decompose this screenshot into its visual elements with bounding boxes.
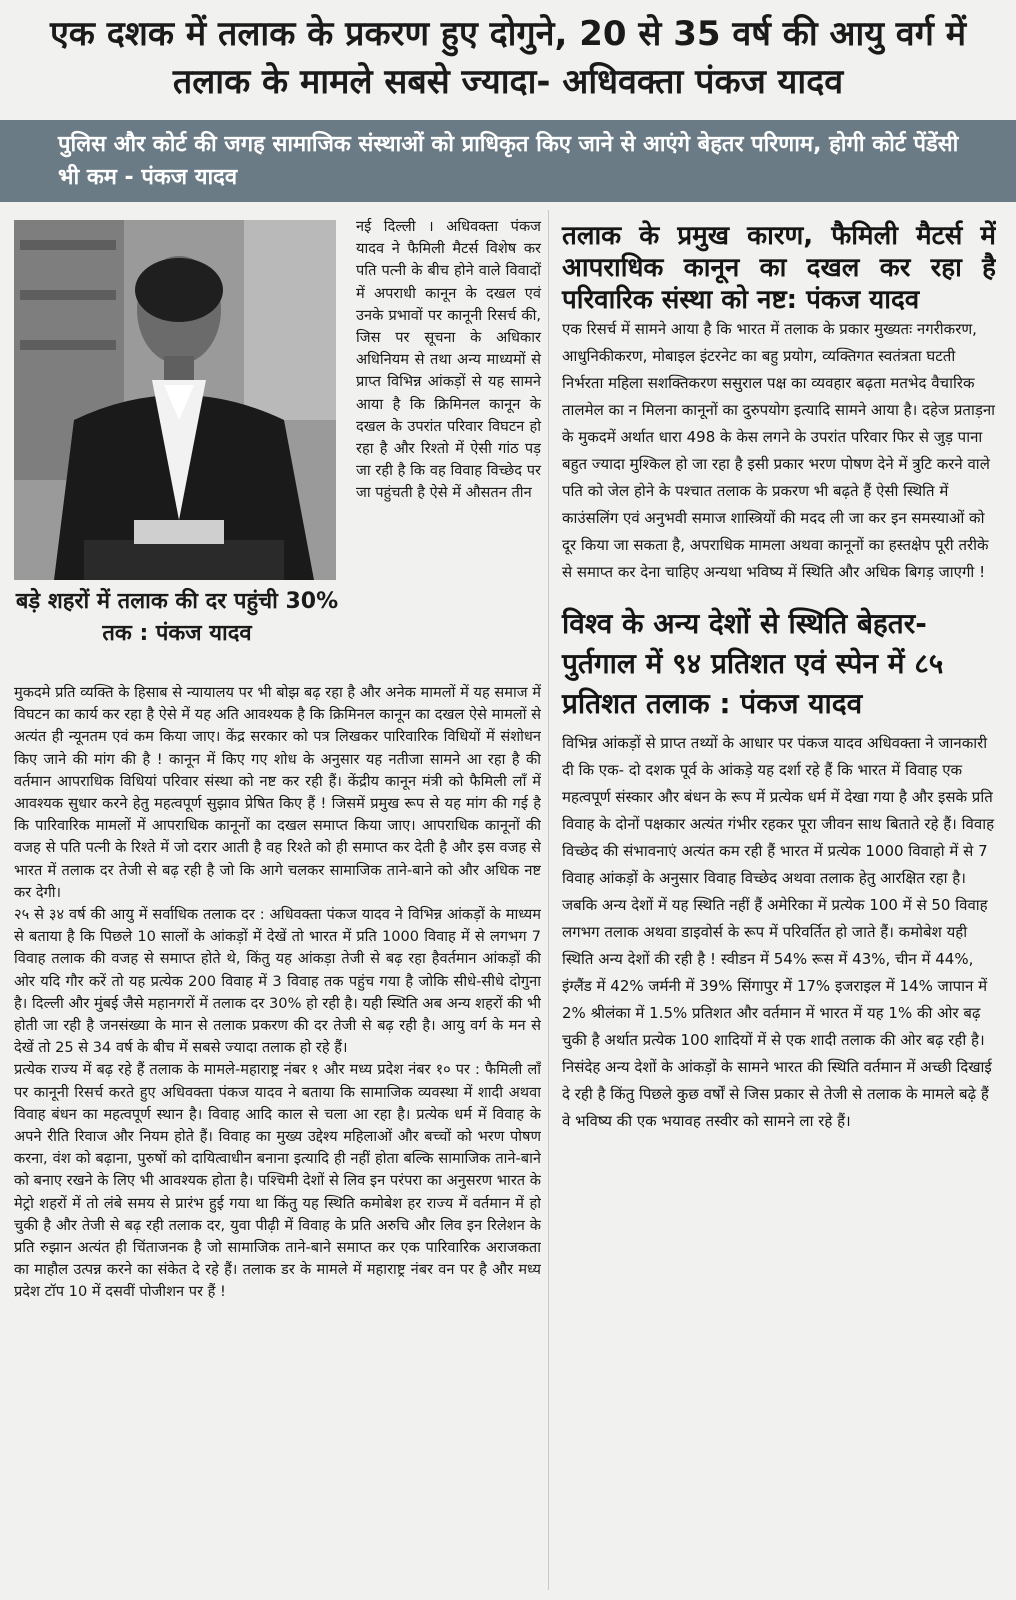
section-heading-world: विश्व के अन्य देशों से स्थिति बेहतर- पुर्तगाल में ९४ प्रतिशत एवं स्पेन में ८५ प्रतिशत तलाक : पंकज यादव <box>562 607 944 720</box>
intro-paragraph: नई दिल्ली । अधिवक्ता पंकज यादव ने फैमिली मैटर्स विशेष कर पति पत्नी के बीच होने वाले विवादों में अपराधी कानून के दखल एवं उनके प्रभावों पर कानूनी रिसर्च की, जिस पर सूचना के अधिकार अधिनियम से तथा अन्य माध्यमों से प्राप्त विभिन्न आंकड़ों से यह सामने आया है कि क्रिमिनल कानून के दखल के उपरांत परिवार विघटन हो रहा है और रिश्तो में ऐसी गांठ पड़ जा रही है कि वह विवाह विच्छेद पर जा पहुंचती है ऐसे में औसतन तीन <box>356 218 541 502</box>
body-paragraph-1: मुकदमे प्रति व्यक्ति के हिसाब से न्यायालय पर भी बोझ बढ़ रहा है और अनेक मामलों में यह समाज में विघटन का कार्य कर रहा है ऐसे में यह अति आवश्यक है कि क्रिमिनल कानून का दखल ऐसे मामलों से अत्यंत ही न्यूनतम एवं कम किया जाए। केंद्र सरकार को पत्र लिखकर पारिवारिक विधियों में संशोधन किए जाने की मांग की है ! कानून में किए गए शोध के अनुसार यह नतीजा सामने आ रहा है की वर्तमान आपराधिक विधियां परिवार संस्था को नष्ट कर रही हैं। केंद्रीय कानून मंत्री को फैमिली लॉं में आवश्यक सुधार करने हेतु महत्वपूर्ण सुझाव प्रेषित किए हैं ! जिसमें प्रमुख रूप से यह मांग की गई है कि पारिवारिक मामलों में आपराधिक कानूनों का दखल समाप्त किया जाए। आपराधिक कानूनों की वजह से पति पत्नी के रिश्ते में जो दरार आती है वह रिश्ते को ही समाप्त कर देती है और इस वजह से भारत में तलाक दर तेजी से बढ़ रही है जो कि आगे चलकर सामाजिक ताने-बाने को और अधिक नष्ट कर देगी। <box>14 684 541 901</box>
portrait-illustration <box>14 220 336 580</box>
section-heading-causes: तलाक के प्रमुख कारण, फैमिली मैटर्स में आपराधिक कानून का दखल कर रहा है परिवारिक संस्था को नष्ट: पंकज यादव <box>562 221 996 315</box>
section-text-world: विभिन्न आंकड़ों से प्राप्त तथ्यों के आधार पर पंकज यादव अधिवक्ता ने जानकारी दी कि एक- दो दशक पूर्व के आंकड़े यह दर्शा रहे हैं कि भारत में विवाह एक महत्वपूर्ण संस्कार और बंधन के रूप में प्रत्येक धर्म में देखा गया है और इसके प्रति विवाह के दोनों पक्षकार अत्यंत गंभीर रहकर पूरा जीवन साथ बिताते रहे हैं। विवाह विच्छेद की संभावनाएं अत्यंत कम रही हैं भारत में प्रत्येक 1000 विवाहो में से 7 विवाह आंकड़ों के अनुसार विवाह विच्छेद अथवा तलाक हेतु आरक्षित रहा है। जबकि अन्य देशों में यह स्थिति नहीं हैं अमेरिका में प्रत्येक 100 में से 50 विवाह लगभग तलाक अथवा डाइवोर्स के रूप में परिवर्तित हो जाते हैं। कमोबेश यही स्थिति अन्य देशों की रही है ! स्वीडन में 54% रूस में 43%, चीन में 44%, इंग्लैंड में 42% जर्मनी में 39% सिंगापुर में 17% इजराइल में 14% जापान में 2% श्रीलंका में 1.5% प्रतिशत और वर्तमान में भारत में यह 1% की ओर बढ़ चुकी है अर्थात प्रत्येक 100 शादियों में से एक शादी तलाक की ओर बढ़ रही है। निसंदेह अन्य देशों के आंकड़ों के सामने भारत की स्थिति वर्तमान में अच्छी दिखाई दे रही है किंतु पिछले कुछ वर्षों से जिस प्रकार से तेजी से तलाक के मामले बढ़े हैं वे भविष्य की एक भयावह तस्वीर को सामने ला रहे हैं। <box>562 734 995 1130</box>
section-text-causes: एक रिसर्च में सामने आया है कि भारत में तलाक के प्रकार मुख्यतः नगरीकरण, आधुनिकीकरण, मोबाइल इंटरनेट का बहु प्रयोग, व्यक्तिगत स्वतंत्रता घटती निर्भरता महिला सशक्तिकरण ससुराल पक्ष का व्यवहार बढ़ता मतभेद वैचारिक तालमेल का न मिलना कानूनों का दुरुपयोग इत्यादि सामने आया है। दहेज प्रताड़ना के मुकदमें अर्थात धारा 498 के केस लगने के उपरांत परिवार फिर से जुड़ पाना बहुत ज्यादा मुश्किल हो जा रहा है इसी प्रकार भरण पोषण देने में त्रुटि करने वाले पति को जेल होने के पश्चात तलाक के प्रकरण भी बढ़ते हैं ऐसी स्थिति में काउंसलिंग एवं अनुभवी समाज शास्त्रियों की मदद ली जा कर इन समस्याओं को दूर किया जा सकता है, अपराधिक मामला अथवा कानूनों का हस्तक्षेप पूरी तरीके से समाप्त कर देना चाहिए अन्यथा भविष्य में स्थिति और अधिक बिगड़ जाएगी ! <box>562 320 996 581</box>
photo-caption: बड़े शहरों में तलाक की दर पहुंची 30% तक : पंकज यादव <box>15 589 339 646</box>
column-divider <box>548 210 549 1590</box>
headline: एक दशक में तलाक के प्रकरण हुए दोगुने, 20 से 35 वर्ष की आयु वर्ग में तलाक के मामले सबसे ज्यादा- अधिवक्ता पंकज यादव <box>49 14 967 102</box>
body-paragraph-age: २५ से ३४ वर्ष की आयु में सर्वाधिक तलाक दर : अधिवक्ता पंकज यादव ने विभिन्न आंकड़ों के माध्यम से बताया है कि पिछले 10 सालों के आंकड़ों में देखें तो भारत में प्रति 1000 विवाह में से लगभग 7 विवाह तलाक की वजह से समाप्त होते थे, किंतु यह आंकड़ा तेजी से बढ़ रहा हैवर्तमान आंकड़ों की ओर यदि गौर करें तो यह प्रत्येक 200 विवाह में 3 विवाह तक पहुंच गया है जोकि सीधे-सीधे दोगुना है। दिल्ली और मुंबई जैसे महानगरों में तलाक दर 30% हो रही है। यही स्थिति अब अन्य शहरों की भी होती जा रही है जनसंख्या के मान से तलाक प्रकरण की दर तेजी से बढ़ रही है। आयु वर्ग के मन से देखें तो 25 से 34 वर्ष के बीच में सबसे ज्यादा तलाक हो रहे हैं। <box>14 906 541 1057</box>
lawyer-photo <box>14 220 336 580</box>
right-column <box>556 210 996 1590</box>
left-column-body <box>14 682 541 1582</box>
subheadline-banner <box>0 120 1016 202</box>
body-paragraph-states: प्रत्येक राज्य में बढ़ रहे हैं तलाक के मामले-महाराष्ट्र नंबर १ और मध्य प्रदेश नंबर १० पर : फैमिली लॉं पर कानूनी रिसर्च करते हुए अधिवक्ता पंकज यादव ने बताया कि सामाजिक व्यवस्था में शादी अथवा विवाह बंधन का महत्वपूर्ण स्थान है। विवाह आदि काल से चला आ रहा है। प्रत्येक धर्म में विवाह के अपने रीति रिवाज और नियम होते हैं। विवाह का मुख्य उद्देश्य महिलाओं और बच्चों को भरण पोषण करना, वंश को बढ़ाना, पुरुषों को दायित्वाधीन बनाना इत्यादि ही नहीं होता बल्कि सामाजिक ताने-बाने को बनाए रखने के लिए भी आवश्यक होता है। पश्चिमी देशों से लिव इन परंपरा का अनुसरण भारत के मेट्रो शहरों में तो लंबे समय से प्रारंभ हुई गया था किंतु यह स्थिति कमोबेश हर राज्य में वर्तमान में हो चुकी है और तेजी से बढ़ रही तलाक दर, युवा पीढ़ी में विवाह के प्रति अरुचि और लिव इन रिलेशन के प्रति रुझान अत्यंत ही चिंताजनक है जो सामाजिक ताने-बाने समाप्त कर एक पारिवारिक अराजकता का माहौल उत्पन्न करने का संकेत दे रहे हैं। तलाक डर के मामले में महाराष्ट्र नंबर वन पर है और मध्य प्रदेश टॉप 10 में दसवीं पोजीशन पर हैं ! <box>14 1061 541 1301</box>
subheadline: पुलिस और कोर्ट की जगह सामाजिक संस्थाओं को प्राधिकृत किए जाने से आएंगे बेहतर परिणाम, होगी कोर्ट पेंडेंसी भी कम - पंकज यादव <box>58 132 959 190</box>
